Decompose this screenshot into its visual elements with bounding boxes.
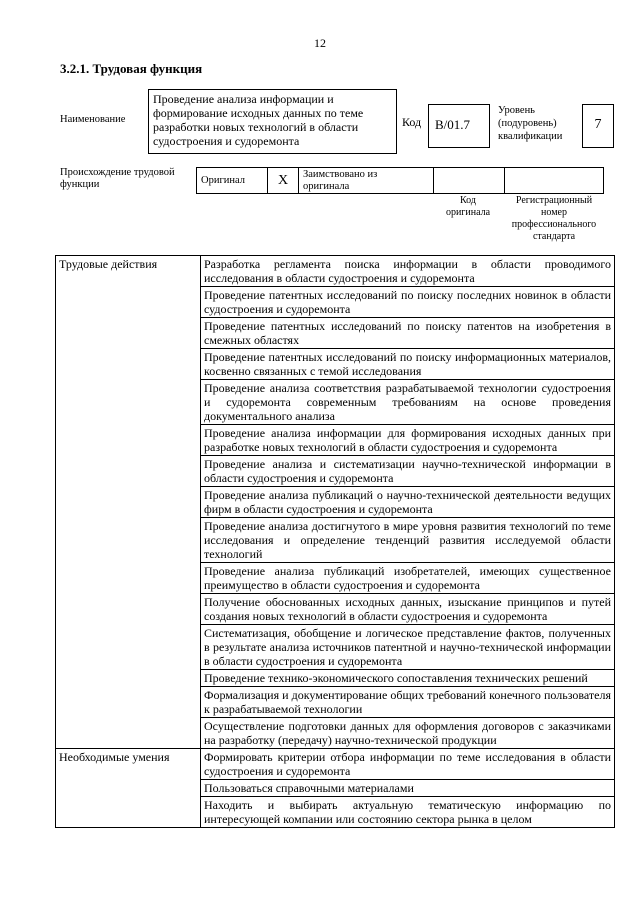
required-skills-item: Пользоваться справочными материалами — [201, 780, 615, 797]
level-label-line-1: Уровень — [498, 105, 535, 116]
borrowed-label-line-1: Заимствовано из — [303, 168, 378, 180]
qualification-level-label — [498, 104, 562, 143]
labor-actions-label: Трудовые действия — [56, 256, 201, 749]
function-name: Проведение анализа информации и формирование исходных данных по теме разработки новых технологий в области судостроения и судоремонта — [148, 89, 397, 154]
function-details-body — [56, 256, 615, 828]
labor-actions-item: Проведение патентных исследований по поиску информационных материалов, косвенно связанных с темой исследования — [201, 349, 615, 380]
origin-label-line-1: Происхождение трудовой — [60, 167, 175, 178]
origin-label-line-2: функции — [60, 179, 100, 190]
labor-actions-item: Проведение анализа достигнутого в мире уровня развития технологий по теме исследования и определение тенденций развития исследуемой области технологий — [201, 518, 615, 563]
origin-label — [60, 167, 175, 191]
original-label: Оригинал — [201, 174, 245, 186]
code-value: B/01.7 — [428, 104, 490, 148]
required-skills-row — [56, 749, 615, 780]
reg-number-line-4: стандарта — [532, 231, 576, 242]
original-cell — [197, 168, 268, 194]
labor-actions-row — [56, 256, 615, 287]
section-title: 3.2.1. Трудовая функция — [60, 61, 203, 76]
required-skills-item: Формировать критерии отбора информации по теме исследования в области судостроения и судоремонта — [201, 749, 615, 780]
function-details-table — [55, 255, 615, 828]
code-original-cell — [434, 168, 505, 194]
required-skills-item: Находить и выбирать актуальную тематическую информацию по интересующей компании или состоянию сектора рынка в целом — [201, 797, 615, 828]
labor-actions-item: Получение обоснованных исходных данных, изыскание принципов и путей создания новых технологий в области судостроения и судоремонта — [201, 594, 615, 625]
code-original-line-1: Код — [460, 195, 476, 206]
labor-actions-item: Проведение анализа публикаций изобретателей, имеющих существенное преимущество в области судостроения и судоремонта — [201, 563, 615, 594]
code-original-caption — [440, 195, 496, 219]
borrowed-label-line-2: оригинала — [303, 180, 350, 192]
page-number: 12 — [314, 36, 326, 50]
original-mark: X — [268, 168, 299, 194]
labor-actions-item: Проведение патентных исследований по поиску последних новинок в области судостроения и судоремонта — [201, 287, 615, 318]
labor-actions-item: Проведение анализа информации для формирования исходных данных при разработке новых технологий в области судостроения и судоремонта — [201, 425, 615, 456]
reg-number-line-3: профессионального — [511, 219, 597, 230]
labor-actions-item: Формализация и документирование общих требований конечного пользователя к разрабатываемой технологии — [201, 687, 615, 718]
level-label-line-3: квалификации — [498, 131, 563, 142]
required-skills-label: Необходимые умения — [56, 749, 201, 828]
qualification-level-value: 7 — [582, 104, 614, 148]
labor-actions-item: Систематизация, обобщение и логическое представление фактов, полученных в результате анализа источников патентной и научно-технической информации в области судостроения и судоремонта — [201, 625, 615, 670]
labor-actions-item: Разработка регламента поиска информации в области проводимого исследования в области судостроения и судоремонта — [201, 256, 615, 287]
level-label-line-2: (подуровень) — [498, 118, 557, 129]
labor-actions-item: Проведение анализа публикаций о научно-технической деятельности ведущих фирм в области судостроения и судоремонта — [201, 487, 615, 518]
labor-actions-item: Проведение технико-экономического сопоставления технических решений — [201, 670, 615, 687]
code-label: Код — [402, 115, 422, 129]
labor-actions-item: Проведение анализа и систематизации научно-технической информации в области судостроения и судоремонта — [201, 456, 615, 487]
reg-number-line-1: Регистрационный — [515, 195, 593, 206]
labor-actions-item: Проведение патентных исследований по поиску патентов на изобретения в смежных областях — [201, 318, 615, 349]
labor-actions-item: Проведение анализа соответствия разрабатываемой технологии судостроения и судоремонта современным требованиям на основе проведения документального анализа — [201, 380, 615, 425]
reg-number-caption — [508, 195, 600, 243]
origin-table — [196, 167, 604, 194]
code-original-line-2: оригинала — [445, 207, 491, 218]
name-label: Наименование — [60, 114, 126, 125]
reg-number-line-2: номер — [541, 207, 567, 218]
labor-actions-item: Осуществление подготовки данных для оформления договоров с заказчиками на разработку (передачу) научно-технической продукции — [201, 718, 615, 749]
borrowed-cell — [299, 168, 434, 194]
reg-number-cell — [505, 168, 604, 194]
